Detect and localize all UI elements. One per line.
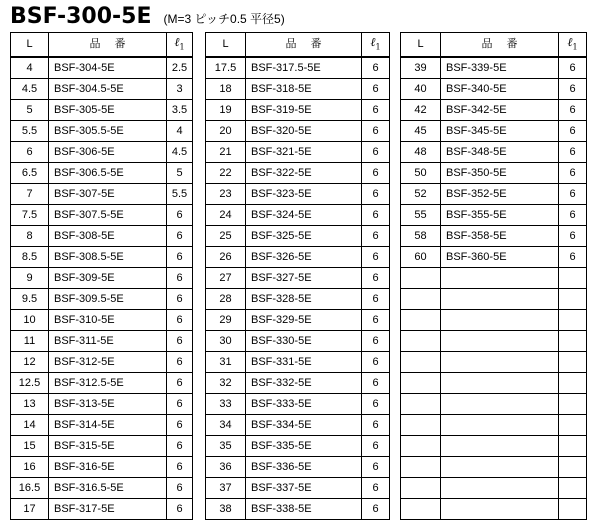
cell-part-number bbox=[441, 331, 559, 352]
cell-length: 24 bbox=[206, 205, 246, 226]
cell-length: 26 bbox=[206, 247, 246, 268]
cell-l1: 5.5 bbox=[167, 184, 193, 205]
spec-table-2 bbox=[205, 32, 390, 520]
cell-part-number: BSF-306-5E bbox=[49, 142, 167, 163]
cell-part-number: BSF-338-5E bbox=[246, 499, 362, 520]
cell-l1: 6 bbox=[559, 163, 587, 184]
cell-length: 19 bbox=[206, 100, 246, 121]
table-row bbox=[401, 331, 587, 352]
cell-part-number: BSF-309.5-5E bbox=[49, 289, 167, 310]
cell-part-number: BSF-321-5E bbox=[246, 142, 362, 163]
table-row bbox=[11, 247, 193, 268]
cell-length: 16.5 bbox=[11, 478, 49, 499]
table-row bbox=[11, 457, 193, 478]
cell-length: 35 bbox=[206, 436, 246, 457]
cell-part-number: BSF-316.5-5E bbox=[49, 478, 167, 499]
cell-part-number: BSF-334-5E bbox=[246, 415, 362, 436]
cell-length: 5.5 bbox=[11, 121, 49, 142]
cell-length: 36 bbox=[206, 457, 246, 478]
cell-length bbox=[401, 436, 441, 457]
cell-length bbox=[401, 310, 441, 331]
cell-part-number: BSF-312.5-5E bbox=[49, 373, 167, 394]
cell-part-number: BSF-307-5E bbox=[49, 184, 167, 205]
table-row bbox=[401, 121, 587, 142]
col-header-l1 bbox=[559, 33, 587, 58]
cell-length: 52 bbox=[401, 184, 441, 205]
cell-l1: 6 bbox=[362, 142, 390, 163]
cell-length: 23 bbox=[206, 184, 246, 205]
cell-part-number: BSF-331-5E bbox=[246, 352, 362, 373]
cell-length: 7 bbox=[11, 184, 49, 205]
table-row bbox=[206, 436, 390, 457]
cell-length: 21 bbox=[206, 142, 246, 163]
cell-length: 4 bbox=[11, 57, 49, 79]
table-row bbox=[206, 373, 390, 394]
table-row bbox=[11, 268, 193, 289]
cell-l1: 6 bbox=[362, 205, 390, 226]
col-header-part-number-label: 品番 bbox=[285, 38, 336, 51]
table-row bbox=[206, 310, 390, 331]
ell-subscript: 1 bbox=[375, 42, 381, 52]
cell-part-number: BSF-309-5E bbox=[49, 268, 167, 289]
cell-length: 10 bbox=[11, 310, 49, 331]
cell-l1: 6 bbox=[167, 289, 193, 310]
col-header-part-number-label: 品番 bbox=[89, 38, 140, 51]
table-row bbox=[11, 352, 193, 373]
col-header-length: L bbox=[206, 33, 246, 58]
cell-part-number: BSF-305.5-5E bbox=[49, 121, 167, 142]
cell-part-number: BSF-310-5E bbox=[49, 310, 167, 331]
spec-table-1 bbox=[10, 32, 193, 520]
cell-part-number: BSF-350-5E bbox=[441, 163, 559, 184]
col-header-part-number bbox=[441, 33, 559, 58]
cell-length: 50 bbox=[401, 163, 441, 184]
table-row bbox=[11, 331, 193, 352]
cell-length: 48 bbox=[401, 142, 441, 163]
cell-length: 17.5 bbox=[206, 57, 246, 79]
table-row bbox=[11, 57, 193, 79]
page-header bbox=[10, 4, 285, 30]
cell-length: 14 bbox=[11, 415, 49, 436]
cell-l1: 6 bbox=[167, 499, 193, 520]
cell-l1: 6 bbox=[167, 268, 193, 289]
ell-symbol: ℓ bbox=[567, 35, 573, 49]
cell-l1: 3.5 bbox=[167, 100, 193, 121]
table-row bbox=[11, 79, 193, 100]
table-row bbox=[401, 268, 587, 289]
page-subtitle: (M=3 ピッチ0.5 平径5) bbox=[163, 12, 285, 26]
cell-l1 bbox=[559, 436, 587, 457]
cell-l1: 6 bbox=[559, 121, 587, 142]
cell-length: 9 bbox=[11, 268, 49, 289]
cell-part-number bbox=[441, 373, 559, 394]
cell-l1: 6 bbox=[167, 415, 193, 436]
cell-part-number: BSF-304.5-5E bbox=[49, 79, 167, 100]
cell-part-number: BSF-317-5E bbox=[49, 499, 167, 520]
table-row bbox=[206, 57, 390, 79]
cell-length: 9.5 bbox=[11, 289, 49, 310]
cell-length: 16 bbox=[11, 457, 49, 478]
cell-l1: 6 bbox=[362, 79, 390, 100]
table-row bbox=[206, 415, 390, 436]
cell-length: 39 bbox=[401, 57, 441, 79]
col-header-l1 bbox=[167, 33, 193, 58]
cell-l1: 6 bbox=[362, 226, 390, 247]
cell-length: 11 bbox=[11, 331, 49, 352]
cell-l1: 6 bbox=[362, 457, 390, 478]
cell-l1: 6 bbox=[362, 415, 390, 436]
cell-l1: 6 bbox=[167, 394, 193, 415]
cell-l1: 5 bbox=[167, 163, 193, 184]
cell-l1: 4 bbox=[167, 121, 193, 142]
cell-part-number: BSF-332-5E bbox=[246, 373, 362, 394]
cell-l1: 6 bbox=[362, 352, 390, 373]
table-row bbox=[206, 478, 390, 499]
cell-length: 5 bbox=[11, 100, 49, 121]
cell-length: 55 bbox=[401, 205, 441, 226]
cell-l1: 6 bbox=[362, 100, 390, 121]
table-row bbox=[11, 310, 193, 331]
cell-l1 bbox=[559, 352, 587, 373]
col-header-length: L bbox=[11, 33, 49, 58]
cell-l1: 3 bbox=[167, 79, 193, 100]
table-row bbox=[206, 184, 390, 205]
cell-part-number: BSF-348-5E bbox=[441, 142, 559, 163]
table-header-row bbox=[206, 33, 390, 58]
table-row bbox=[206, 499, 390, 520]
cell-l1: 6 bbox=[362, 247, 390, 268]
cell-part-number bbox=[441, 499, 559, 520]
cell-l1 bbox=[559, 499, 587, 520]
cell-length: 17 bbox=[11, 499, 49, 520]
cell-part-number: BSF-305-5E bbox=[49, 100, 167, 121]
cell-l1: 6 bbox=[167, 205, 193, 226]
cell-length: 40 bbox=[401, 79, 441, 100]
cell-part-number: BSF-327-5E bbox=[246, 268, 362, 289]
cell-length: 30 bbox=[206, 331, 246, 352]
cell-l1: 6 bbox=[559, 100, 587, 121]
cell-part-number: BSF-358-5E bbox=[441, 226, 559, 247]
cell-part-number: BSF-339-5E bbox=[441, 57, 559, 79]
table-row bbox=[401, 163, 587, 184]
cell-length bbox=[401, 373, 441, 394]
table-row bbox=[401, 499, 587, 520]
table-row bbox=[401, 247, 587, 268]
cell-part-number: BSF-335-5E bbox=[246, 436, 362, 457]
cell-l1: 6 bbox=[559, 79, 587, 100]
table-row bbox=[11, 415, 193, 436]
cell-length: 37 bbox=[206, 478, 246, 499]
cell-part-number: BSF-324-5E bbox=[246, 205, 362, 226]
cell-part-number: BSF-322-5E bbox=[246, 163, 362, 184]
table-row bbox=[206, 205, 390, 226]
cell-length: 20 bbox=[206, 121, 246, 142]
cell-l1 bbox=[559, 457, 587, 478]
table-row bbox=[401, 478, 587, 499]
cell-length: 13 bbox=[11, 394, 49, 415]
ell-subscript: 1 bbox=[572, 42, 578, 52]
table-row bbox=[206, 289, 390, 310]
cell-length: 6 bbox=[11, 142, 49, 163]
table-row bbox=[401, 57, 587, 79]
cell-part-number bbox=[441, 415, 559, 436]
cell-length: 8.5 bbox=[11, 247, 49, 268]
cell-part-number bbox=[441, 310, 559, 331]
cell-length: 7.5 bbox=[11, 205, 49, 226]
cell-length: 25 bbox=[206, 226, 246, 247]
cell-length: 27 bbox=[206, 268, 246, 289]
table-row bbox=[206, 394, 390, 415]
cell-part-number: BSF-319-5E bbox=[246, 100, 362, 121]
table-row bbox=[401, 142, 587, 163]
table-row bbox=[401, 457, 587, 478]
cell-part-number: BSF-312-5E bbox=[49, 352, 167, 373]
cell-length bbox=[401, 457, 441, 478]
cell-length: 58 bbox=[401, 226, 441, 247]
cell-length: 29 bbox=[206, 310, 246, 331]
cell-l1 bbox=[559, 268, 587, 289]
cell-l1: 6 bbox=[362, 331, 390, 352]
cell-part-number: BSF-304-5E bbox=[49, 57, 167, 79]
cell-length: 31 bbox=[206, 352, 246, 373]
table-row bbox=[11, 499, 193, 520]
cell-part-number: BSF-330-5E bbox=[246, 331, 362, 352]
cell-part-number bbox=[441, 352, 559, 373]
cell-l1 bbox=[559, 415, 587, 436]
cell-l1 bbox=[559, 331, 587, 352]
cell-l1: 6 bbox=[167, 310, 193, 331]
table-row bbox=[401, 289, 587, 310]
cell-length: 6.5 bbox=[11, 163, 49, 184]
table-row bbox=[206, 226, 390, 247]
cell-l1: 6 bbox=[167, 226, 193, 247]
table-row bbox=[11, 436, 193, 457]
table-row bbox=[11, 121, 193, 142]
table-row bbox=[11, 478, 193, 499]
table-header-row bbox=[401, 33, 587, 58]
table-row bbox=[11, 184, 193, 205]
cell-l1 bbox=[559, 394, 587, 415]
table-row bbox=[401, 436, 587, 457]
cell-part-number: BSF-317.5-5E bbox=[246, 57, 362, 79]
col-header-length: L bbox=[401, 33, 441, 58]
table-row bbox=[11, 289, 193, 310]
table-row bbox=[206, 331, 390, 352]
page-title: BSF-300-5E bbox=[10, 4, 152, 29]
cell-part-number: BSF-325-5E bbox=[246, 226, 362, 247]
spec-table-3 bbox=[400, 32, 587, 520]
table-row bbox=[206, 457, 390, 478]
cell-l1: 6 bbox=[167, 247, 193, 268]
ell-symbol: ℓ bbox=[174, 35, 180, 49]
cell-part-number: BSF-360-5E bbox=[441, 247, 559, 268]
cell-length: 4.5 bbox=[11, 79, 49, 100]
cell-l1: 6 bbox=[559, 247, 587, 268]
cell-part-number: BSF-355-5E bbox=[441, 205, 559, 226]
table-header-row bbox=[11, 33, 193, 58]
table-row bbox=[206, 352, 390, 373]
cell-length: 18 bbox=[206, 79, 246, 100]
cell-l1: 6 bbox=[362, 499, 390, 520]
ell-subscript: 1 bbox=[179, 42, 185, 52]
cell-length bbox=[401, 331, 441, 352]
cell-l1: 6 bbox=[559, 57, 587, 79]
cell-part-number bbox=[441, 268, 559, 289]
cell-length: 12 bbox=[11, 352, 49, 373]
cell-l1: 6 bbox=[167, 478, 193, 499]
table-row bbox=[11, 100, 193, 121]
cell-l1 bbox=[559, 310, 587, 331]
table-row bbox=[401, 394, 587, 415]
col-header-part-number bbox=[49, 33, 167, 58]
cell-part-number: BSF-352-5E bbox=[441, 184, 559, 205]
table-row bbox=[11, 142, 193, 163]
cell-length bbox=[401, 499, 441, 520]
cell-l1: 6 bbox=[559, 142, 587, 163]
cell-part-number bbox=[441, 394, 559, 415]
table-row bbox=[11, 163, 193, 184]
cell-l1: 6 bbox=[362, 121, 390, 142]
cell-part-number: BSF-308-5E bbox=[49, 226, 167, 247]
cell-length bbox=[401, 289, 441, 310]
cell-length: 45 bbox=[401, 121, 441, 142]
cell-part-number: BSF-307.5-5E bbox=[49, 205, 167, 226]
cell-length: 32 bbox=[206, 373, 246, 394]
cell-part-number: BSF-340-5E bbox=[441, 79, 559, 100]
cell-l1: 6 bbox=[362, 184, 390, 205]
cell-part-number: BSF-313-5E bbox=[49, 394, 167, 415]
table-row bbox=[401, 352, 587, 373]
cell-part-number: BSF-326-5E bbox=[246, 247, 362, 268]
cell-part-number: BSF-318-5E bbox=[246, 79, 362, 100]
cell-part-number bbox=[441, 478, 559, 499]
cell-length: 33 bbox=[206, 394, 246, 415]
cell-l1: 6 bbox=[167, 352, 193, 373]
cell-l1: 6 bbox=[362, 310, 390, 331]
cell-length: 28 bbox=[206, 289, 246, 310]
table-row bbox=[206, 79, 390, 100]
cell-part-number bbox=[441, 289, 559, 310]
table-row bbox=[401, 373, 587, 394]
cell-length: 38 bbox=[206, 499, 246, 520]
table-row bbox=[401, 100, 587, 121]
table-row bbox=[401, 415, 587, 436]
cell-part-number: BSF-306.5-5E bbox=[49, 163, 167, 184]
cell-part-number bbox=[441, 457, 559, 478]
cell-part-number: BSF-308.5-5E bbox=[49, 247, 167, 268]
table-row bbox=[401, 226, 587, 247]
table-row bbox=[401, 79, 587, 100]
cell-part-number: BSF-337-5E bbox=[246, 478, 362, 499]
cell-l1: 6 bbox=[559, 205, 587, 226]
table-row bbox=[206, 163, 390, 184]
cell-l1 bbox=[559, 289, 587, 310]
cell-l1: 6 bbox=[362, 57, 390, 79]
cell-l1: 4.5 bbox=[167, 142, 193, 163]
table-row bbox=[11, 394, 193, 415]
table-row bbox=[206, 247, 390, 268]
table-row bbox=[206, 121, 390, 142]
cell-l1: 6 bbox=[362, 289, 390, 310]
cell-part-number: BSF-345-5E bbox=[441, 121, 559, 142]
cell-l1: 6 bbox=[167, 457, 193, 478]
cell-length: 8 bbox=[11, 226, 49, 247]
cell-part-number: BSF-314-5E bbox=[49, 415, 167, 436]
cell-part-number: BSF-320-5E bbox=[246, 121, 362, 142]
table-row bbox=[401, 310, 587, 331]
cell-l1: 6 bbox=[559, 226, 587, 247]
ell-symbol: ℓ bbox=[370, 35, 376, 49]
table-row bbox=[11, 226, 193, 247]
cell-l1: 6 bbox=[362, 478, 390, 499]
cell-length bbox=[401, 415, 441, 436]
cell-l1: 6 bbox=[559, 184, 587, 205]
cell-length bbox=[401, 268, 441, 289]
cell-part-number: BSF-323-5E bbox=[246, 184, 362, 205]
cell-length: 42 bbox=[401, 100, 441, 121]
table-row bbox=[11, 205, 193, 226]
cell-l1: 6 bbox=[167, 331, 193, 352]
cell-part-number: BSF-311-5E bbox=[49, 331, 167, 352]
cell-l1: 6 bbox=[362, 394, 390, 415]
cell-part-number: BSF-315-5E bbox=[49, 436, 167, 457]
cell-part-number: BSF-328-5E bbox=[246, 289, 362, 310]
cell-l1: 6 bbox=[362, 163, 390, 184]
cell-part-number: BSF-316-5E bbox=[49, 457, 167, 478]
cell-l1 bbox=[559, 478, 587, 499]
cell-length: 22 bbox=[206, 163, 246, 184]
cell-part-number: BSF-336-5E bbox=[246, 457, 362, 478]
col-header-part-number bbox=[246, 33, 362, 58]
table-row bbox=[206, 268, 390, 289]
col-header-l1 bbox=[362, 33, 390, 58]
cell-part-number: BSF-329-5E bbox=[246, 310, 362, 331]
cell-length: 60 bbox=[401, 247, 441, 268]
cell-length bbox=[401, 352, 441, 373]
table-row bbox=[401, 184, 587, 205]
cell-length bbox=[401, 478, 441, 499]
cell-length: 34 bbox=[206, 415, 246, 436]
cell-part-number: BSF-342-5E bbox=[441, 100, 559, 121]
cell-length: 12.5 bbox=[11, 373, 49, 394]
cell-part-number: BSF-333-5E bbox=[246, 394, 362, 415]
table-row bbox=[206, 100, 390, 121]
cell-l1: 6 bbox=[362, 373, 390, 394]
cell-l1: 6 bbox=[362, 436, 390, 457]
cell-l1: 6 bbox=[167, 436, 193, 457]
cell-part-number bbox=[441, 436, 559, 457]
table-row bbox=[11, 373, 193, 394]
table-row bbox=[401, 205, 587, 226]
table-row bbox=[206, 142, 390, 163]
cell-length: 15 bbox=[11, 436, 49, 457]
cell-l1: 2.5 bbox=[167, 57, 193, 79]
col-header-part-number-label: 品番 bbox=[481, 38, 532, 51]
cell-l1: 6 bbox=[362, 268, 390, 289]
cell-length bbox=[401, 394, 441, 415]
cell-l1: 6 bbox=[167, 373, 193, 394]
cell-l1 bbox=[559, 373, 587, 394]
